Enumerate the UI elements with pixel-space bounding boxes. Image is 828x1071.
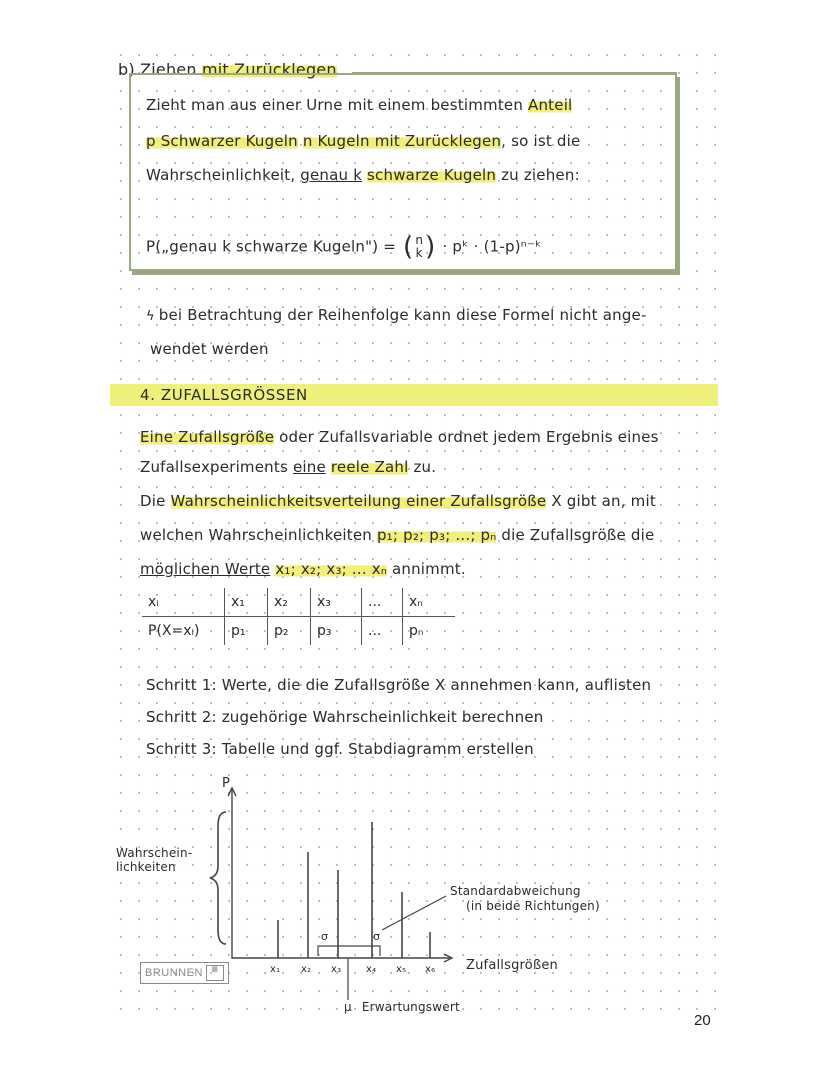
mu-text: Erwartungswert — [361, 1000, 460, 1014]
section-b-heading-text: Ziehen — [140, 60, 197, 79]
lightning-icon: ϟ — [146, 309, 155, 324]
x-tick-label: x₃ — [331, 964, 342, 975]
brand-logo — [140, 962, 229, 984]
p2-line-1-start: Die — [140, 492, 166, 510]
brand-name: BRUNNEN — [145, 967, 203, 979]
brace-label-line-2: lichkeiten — [116, 860, 176, 874]
p2-line-3-end: annimmt. — [391, 560, 466, 578]
section-b-heading-highlight: mit Zurücklegen — [201, 60, 337, 79]
y-axis-label: P — [222, 776, 231, 791]
formula-rhs: · pᵏ · (1-p)ⁿ⁻ᵏ — [442, 237, 542, 256]
p2-line-3-text: möglichen Werte — [140, 560, 271, 578]
x-tick-label: x₆ — [425, 964, 436, 975]
binom-top: n — [415, 233, 424, 247]
step-1: Schritt 1: Werte, die die Zufallsgröße X annehmen kann, auflisten — [146, 676, 652, 694]
distribution-highlight: Wahrscheinlichkeitsverteilung einer Zufallsgröße — [170, 492, 547, 510]
x-tick-label: x₂ — [301, 964, 312, 975]
curly-brace — [210, 812, 226, 944]
table-cell: x₁ — [225, 588, 268, 617]
p1-line-2-text: Zufallsexperiments — [140, 458, 288, 476]
probabilities-highlight: p₁; p₂; p₃; ...; pₙ — [376, 526, 497, 544]
page-number: 20 — [694, 1012, 711, 1029]
black-balls-highlight: p Schwarzer Kugeln — [146, 132, 298, 150]
binom-bottom: k — [415, 246, 423, 260]
brand-emblem-icon: ▦ — [206, 965, 224, 981]
note-line-1-text: bei Betrachtung der Reihenfolge kann diese Formel nicht ange- — [158, 306, 647, 324]
diagram-axes — [232, 790, 450, 958]
reele-zahl-highlight: reele Zahl — [330, 458, 409, 476]
p2-line-2-text: welchen Wahrscheinlichkeiten — [140, 526, 372, 544]
table-cell: P(X=xᵢ) — [148, 623, 200, 639]
n-balls-highlight: n Kugeln mit Zurücklegen — [302, 132, 502, 150]
step-3: Schritt 3: Tabelle und ggf. Stabdiagramm erstellen — [146, 740, 534, 758]
exactly-k-underline: genau k — [300, 166, 363, 184]
box-line-3-text: Wahrscheinlichkeit, — [146, 166, 296, 184]
std-pointer-line — [382, 896, 446, 930]
std-label — [450, 884, 600, 914]
box-line-1-text: Zieht man aus einer Urne mit einem bestimmten — [146, 96, 524, 114]
table-cell: x₂ — [268, 588, 311, 617]
table-cell: p₂ — [268, 617, 311, 646]
sigma-left: σ — [321, 930, 329, 943]
table-cell: xᵢ — [142, 588, 225, 617]
table-cell: pₙ — [403, 617, 456, 646]
section-b-number: b) — [118, 60, 135, 79]
section-4-title: 4. ZUFALLSGRÖSSEN — [140, 386, 308, 404]
formula-lhs: P(„genau k schwarze Kugeln") = — [146, 237, 397, 256]
mu-symbol: μ — [344, 1000, 352, 1014]
mu-label — [344, 1000, 460, 1014]
binom-close-paren: ) — [425, 232, 436, 262]
brace-label-line-1: Wahrschein- — [116, 846, 193, 860]
brace-label — [116, 846, 192, 874]
values-highlight: x₁; x₂; x₃; ... xₙ — [275, 560, 388, 578]
table-cell: xₙ — [403, 588, 456, 617]
p2-line-1-end: X gibt an, mit — [551, 492, 656, 510]
p2-line-2-end: die Zufallsgröße die — [501, 526, 655, 544]
binom-open-paren: ( — [403, 232, 414, 262]
zufallsgroesse-highlight: Eine Zufallsgröße — [140, 428, 275, 446]
table-cell: p₁ — [225, 617, 268, 646]
p1-line-2-end: zu. — [413, 458, 437, 476]
eine-underline: eine — [292, 458, 326, 476]
p1-line-1-text: oder Zufallsvariable ordnet jedem Ergebnis eines — [279, 428, 659, 446]
x-axis-label: Zufallsgrößen — [466, 958, 558, 973]
box-line-2-text: , so ist die — [501, 132, 581, 150]
x-tick-label: x₄ — [366, 964, 377, 975]
step-2: Schritt 2: zugehörige Wahrscheinlichkeit berechnen — [146, 708, 544, 726]
table-cell: ... — [362, 588, 403, 617]
std-label-line-1: Standardabweichung — [450, 884, 581, 898]
table-cell: ... — [362, 617, 403, 646]
box-line-3-end: zu ziehen: — [501, 166, 580, 184]
note-line-2: wendet werden — [150, 340, 269, 358]
table-cell: x₃ — [311, 588, 362, 617]
anteil-highlight: Anteil — [528, 96, 573, 114]
x-tick-label: x₅ — [396, 964, 407, 975]
std-label-line-2: (in beide Richtungen) — [466, 899, 600, 913]
black-balls-k-highlight: schwarze Kugeln — [367, 166, 497, 184]
table-cell: p₃ — [311, 617, 362, 646]
sigma-right: σ — [373, 930, 381, 943]
x-tick-label: x₁ — [270, 964, 281, 975]
std-bracket — [318, 946, 380, 956]
